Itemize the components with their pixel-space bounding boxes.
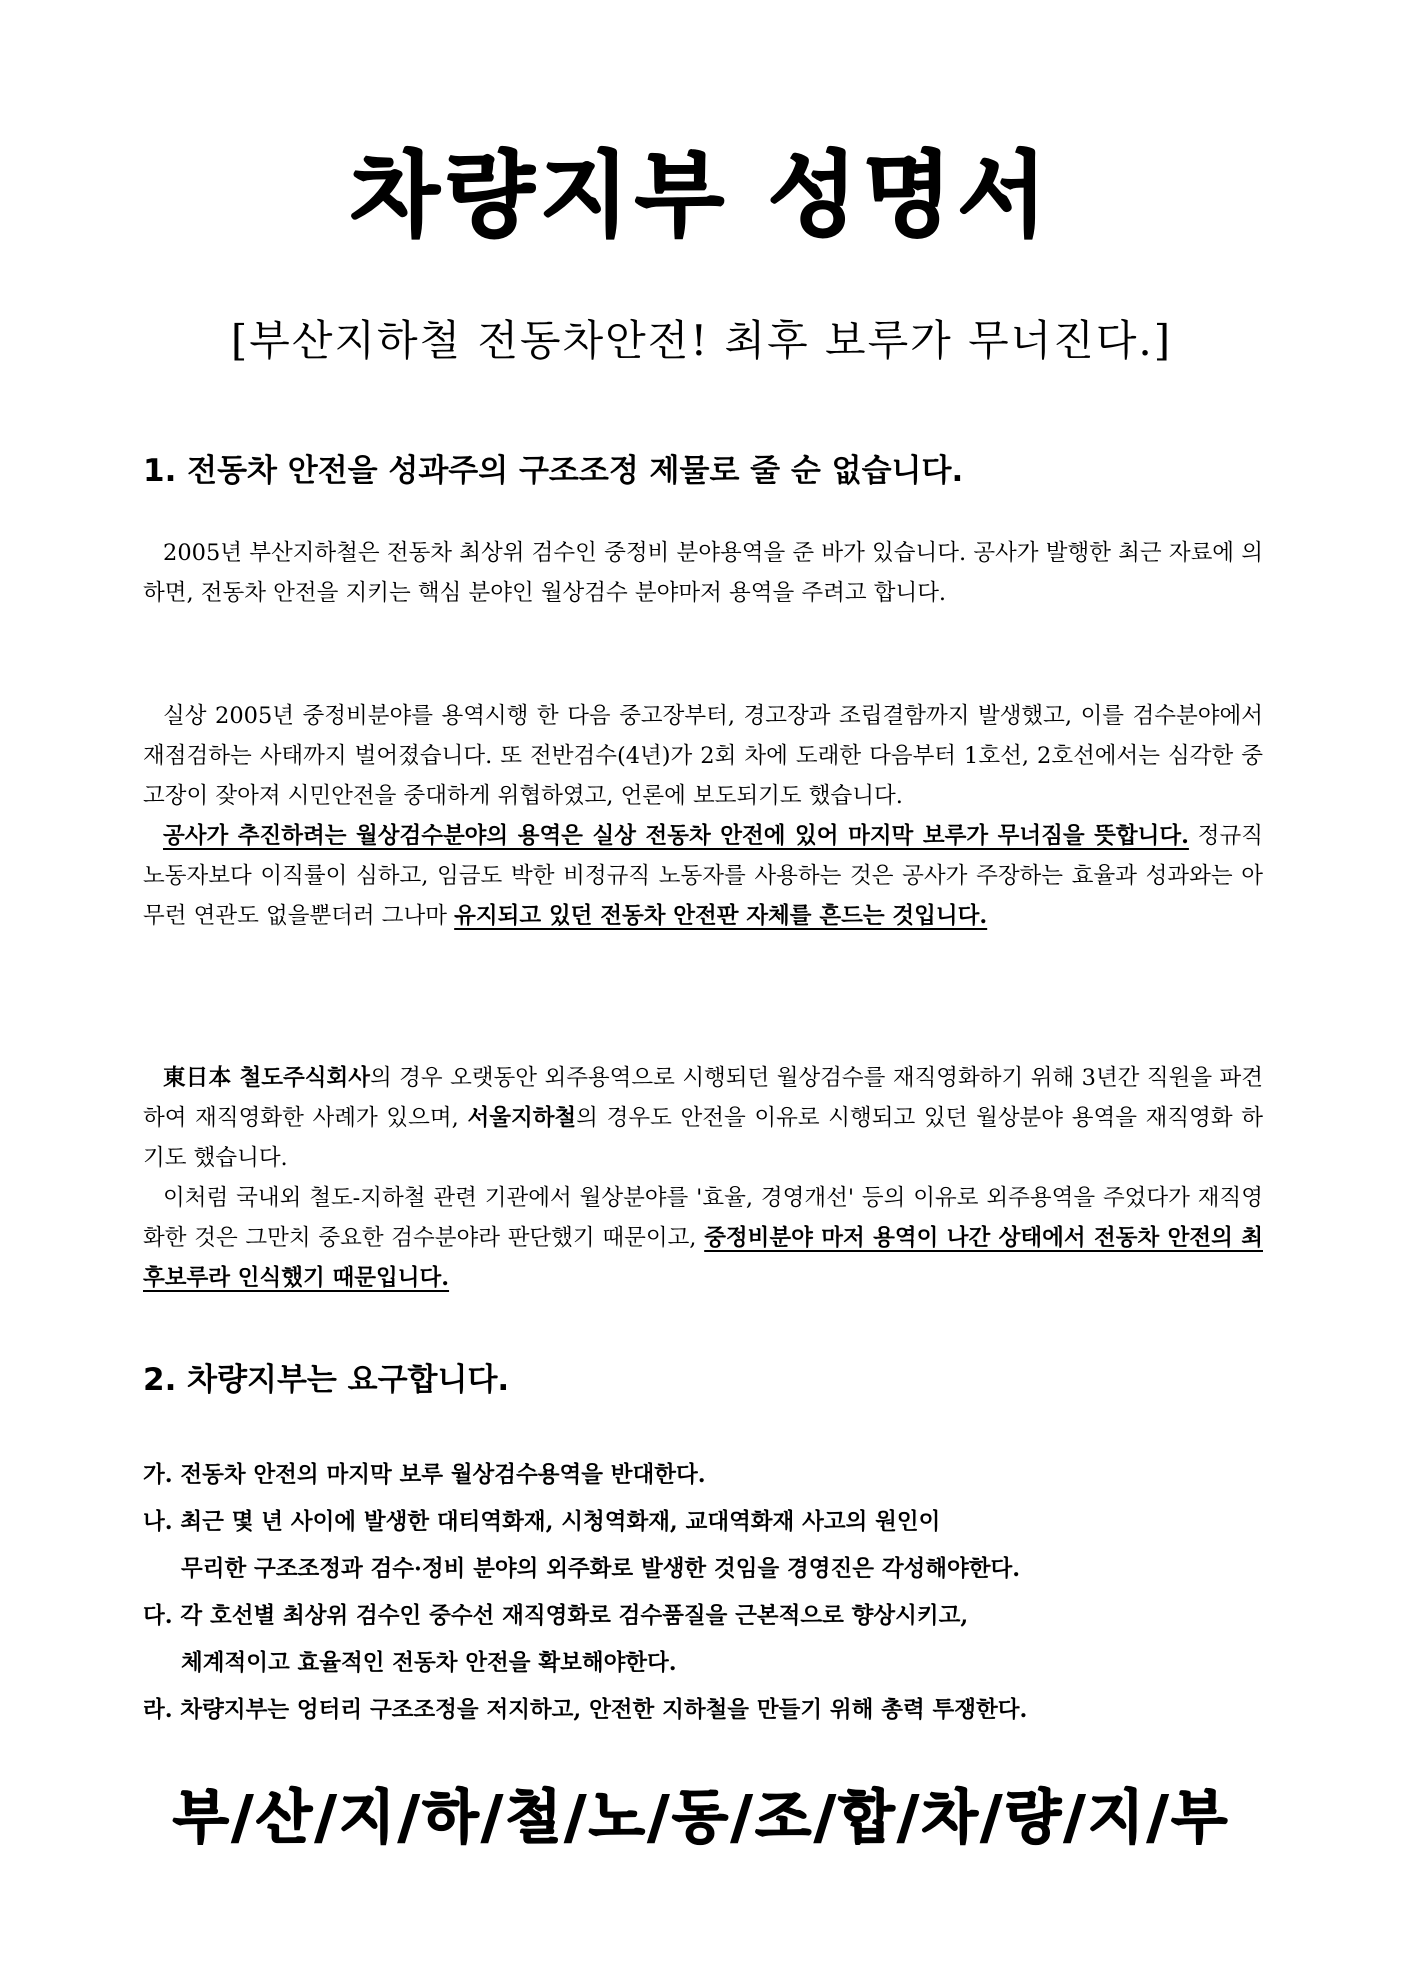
demands-list <box>143 1452 1283 1734</box>
section-1-paragraph-3 <box>143 816 1263 936</box>
section-1-paragraph-2: 실상 2005년 중정비분야를 용역시행 한 다음 중고장부터, 경고장과 조립결함까지 발생했고, 이를 검수분야에서 재점검하는 사태까지 벌어졌습니다. 또 전반검수(4년)가 2회 차에 도래한 다음부터 1호선, 2호선에서는 심각한 중고장이 잦아져 시민안전을 중대하게 위협하였고, 언론에 보도되기도 했습니다. <box>143 703 1263 809</box>
body-text: 의 경우도 안전을 이유로 시행되고 있던 월상분야 용역을 재직영화 하기도 했습니다. <box>143 1105 1263 1171</box>
demand-item <box>143 1593 1283 1687</box>
demand-line: 나. 최근 몇 년 사이에 발생한 대티역화재, 시청역화재, 교대역화재 사고의 원인이 <box>143 1509 941 1535</box>
section-1-paragraph-5 <box>143 1178 1263 1298</box>
demand-line: 라. 차량지부는 엉터리 구조조정을 저지하고, 안전한 지하철을 만들기 위해 총력 투쟁한다. <box>143 1697 1028 1723</box>
demand-item <box>143 1687 1283 1734</box>
section-1-paragraph-1: 2005년 부산지하철은 전동차 최상위 검수인 중정비 분야용역을 준 바가 있습니다. 공사가 발행한 최근 자료에 의하면, 전동차 안전을 지키는 핵심 분야인 월상검수 분야마저 용역을 주려고 합니다. <box>143 540 1263 606</box>
union-signature: 부/산/지/하/철/노/동/조/합/차/량/지/부 <box>172 1783 1231 1851</box>
demand-line-continued: 체계적이고 효율적인 전동차 안전을 확보해야한다. <box>181 1650 677 1676</box>
section-1-paragraph-2-block <box>143 696 1263 936</box>
section-1-heading: 1. 전동차 안전을 성과주의 구조조정 제물로 줄 순 없습니다. <box>143 453 964 489</box>
demand-line: 다. 각 호선별 최상위 검수인 중수선 재직영화로 검수품질을 근본적으로 향상시키고, <box>143 1603 969 1629</box>
body-text: 이처럼 국내외 철도-지하철 관련 기관에서 월상분야를 '효율, 경영개선' 등의 이유로 외주용역을 주었다가 재직영화한 것은 그만치 중요한 검수분야라 판단했기 때문이고, <box>143 1185 1263 1251</box>
demand-line-continued: 무리한 구조조정과 검수·정비 분야의 외주화로 발생한 것임을 경영진은 각성해야한다. <box>181 1556 1021 1582</box>
demand-item <box>143 1452 1283 1499</box>
bold-text: 서울지하철 <box>467 1105 577 1131</box>
emphasis-text: 중정비분야 마저 용역이 나간 상태에서 전동차 안전의 최후보루라 인식했기 때문입니다. <box>143 1225 1263 1291</box>
section-1-paragraph-1-block <box>143 533 1263 613</box>
section-1-paragraph-4 <box>143 1058 1263 1178</box>
section-1-paragraph-4-block <box>143 1058 1263 1298</box>
bold-text: 東日本 철도주식회사 <box>163 1065 370 1091</box>
page-title: 차량지부 성명서 <box>350 142 1053 249</box>
section-2-heading: 2. 차량지부는 요구합니다. <box>143 1362 510 1398</box>
emphasis-text: 유지되고 있던 전동차 안전판 자체를 흔드는 것입니다. <box>454 903 988 929</box>
body-text: 의 경우 오랫동안 외주용역으로 시행되던 월상검수를 재직영화하기 위해 3년간 직원을 파견하여 재직영화한 사례가 있으며, <box>143 1065 1263 1131</box>
page-subtitle: [부산지하철 전동차안전! 최후 보루가 무너진다.] <box>230 316 1173 365</box>
body-text: 정규직 노동자보다 이직률이 심하고, 임금도 박한 비정규직 노동자를 사용하는 것은 공사가 주장하는 효율과 성과와는 아무런 연관도 없을뿐더러 그나마 <box>143 823 1263 929</box>
emphasis-text: 공사가 추진하려는 월상검수분야의 용역은 실상 전동차 안전에 있어 마지막 보루가 무너짐을 뜻합니다. <box>163 823 1189 849</box>
demand-item <box>143 1499 1283 1593</box>
demand-line: 가. 전동차 안전의 마지막 보루 월상검수용역을 반대한다. <box>143 1462 706 1488</box>
